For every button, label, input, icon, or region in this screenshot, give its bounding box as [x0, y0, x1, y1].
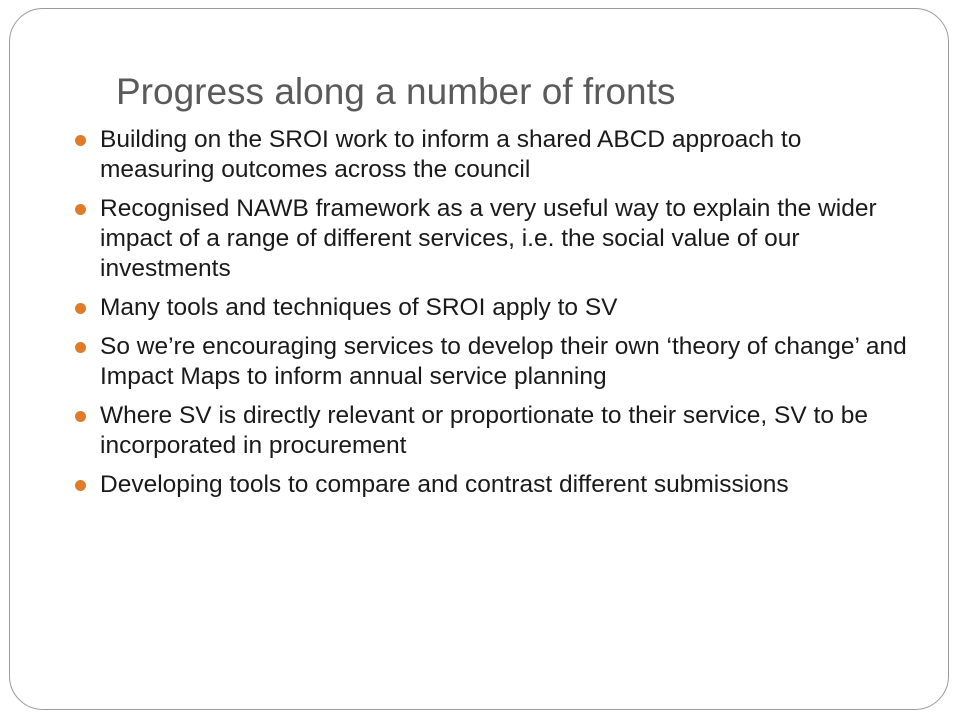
bullet-item: [72, 401, 912, 461]
slide-title: Progress along a number of fronts: [116, 71, 676, 112]
bullet-dot-icon: [75, 204, 86, 215]
bullet-text: Building on the SROI work to inform a shared ABCD approach to measuring outcomes across the council: [100, 126, 802, 183]
bullet-item: [72, 470, 912, 500]
bullet-dot-icon: [75, 411, 86, 422]
bullet-dot-icon: [75, 342, 86, 353]
bullet-list: [72, 125, 912, 509]
bullet-text: So we’re encouraging services to develop their own ‘theory of change’ and Impact Maps to inform annual service planning: [100, 333, 907, 390]
bullet-dot-icon: [75, 135, 86, 146]
bullet-text: Developing tools to compare and contrast different submissions: [100, 471, 789, 498]
bullet-dot-icon: [75, 303, 86, 314]
bullet-item: [72, 194, 912, 284]
bullet-item: [72, 125, 912, 185]
bullet-item: [72, 293, 912, 323]
bullet-text: Many tools and techniques of SROI apply to SV: [100, 294, 618, 321]
bullet-dot-icon: [75, 480, 86, 491]
slide-frame: [9, 8, 949, 710]
bullet-text: Recognised NAWB framework as a very useful way to explain the wider impact of a range of different services, i.e. the social value of our investments: [100, 195, 877, 282]
bullet-item: [72, 332, 912, 392]
bullet-text: Where SV is directly relevant or proportionate to their service, SV to be incorporated in procurement: [100, 402, 869, 459]
